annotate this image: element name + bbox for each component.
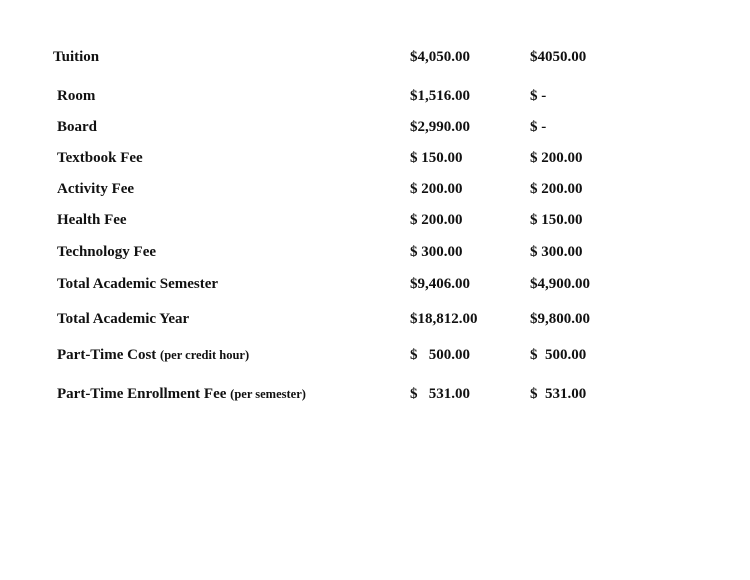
fee-row-total-semester: [0, 272, 750, 296]
fee-amount-col2: $ -: [530, 88, 547, 104]
fee-amount-col2: $ 500.00: [530, 347, 587, 363]
fee-amount-col1: $ 150.00: [410, 150, 463, 166]
fee-amount-col1: $2,990.00: [410, 119, 470, 135]
fee-label: Tuition: [53, 49, 100, 65]
fee-amount-col1: $ 200.00: [410, 181, 463, 197]
fee-row-board: [0, 115, 750, 139]
fee-row-tuition: [0, 45, 750, 69]
fee-row-room: [0, 84, 750, 108]
fee-label-note: (per semester): [230, 387, 306, 401]
fee-label: Health Fee: [57, 212, 127, 228]
fee-amount-col1: $1,516.00: [410, 88, 470, 104]
fee-amount-col2: $ 200.00: [530, 181, 583, 197]
fee-label-note: (per credit hour): [160, 348, 250, 362]
fee-label: Board: [57, 119, 98, 135]
fee-row-textbook: [0, 146, 750, 170]
fee-amount-col1: $ 200.00: [410, 212, 463, 228]
fee-amount-col2: $ 150.00: [530, 212, 583, 228]
fee-amount-col1: $18,812.00: [410, 311, 478, 327]
fee-amount-col1: $ 300.00: [410, 244, 463, 260]
fee-label: Part-Time Cost (per credit hour): [57, 347, 250, 363]
fee-row-part-time-cost: [0, 343, 750, 367]
fee-amount-col1: $4,050.00: [410, 49, 470, 65]
fee-amount-col1: $ 531.00: [410, 386, 470, 402]
fee-label: Total Academic Year: [57, 311, 190, 327]
fee-amount-col1: $ 500.00: [410, 347, 470, 363]
fee-amount-col2: $ 300.00: [530, 244, 583, 260]
fee-row-activity: [0, 177, 750, 201]
fee-label: Technology Fee: [57, 244, 157, 260]
fee-row-technology: [0, 240, 750, 264]
fee-amount-col2: $ -: [530, 119, 547, 135]
fee-label: Room: [57, 88, 96, 104]
fee-label: Total Academic Semester: [57, 276, 219, 292]
fee-label: Activity Fee: [57, 181, 135, 197]
fee-amount-col1: $9,406.00: [410, 276, 470, 292]
fee-amount-col2: $ 200.00: [530, 150, 583, 166]
fee-row-total-year: [0, 307, 750, 331]
fee-amount-col2: $9,800.00: [530, 311, 590, 327]
fee-amount-col2: $4050.00: [530, 49, 587, 65]
fee-amount-col2: $4,900.00: [530, 276, 590, 292]
fee-row-health: [0, 208, 750, 232]
fee-label: Textbook Fee: [57, 150, 143, 166]
fee-row-part-time-enrollment: [0, 382, 750, 406]
fee-label: Part-Time Enrollment Fee (per semester): [57, 386, 306, 402]
fee-amount-col2: $ 531.00: [530, 386, 587, 402]
